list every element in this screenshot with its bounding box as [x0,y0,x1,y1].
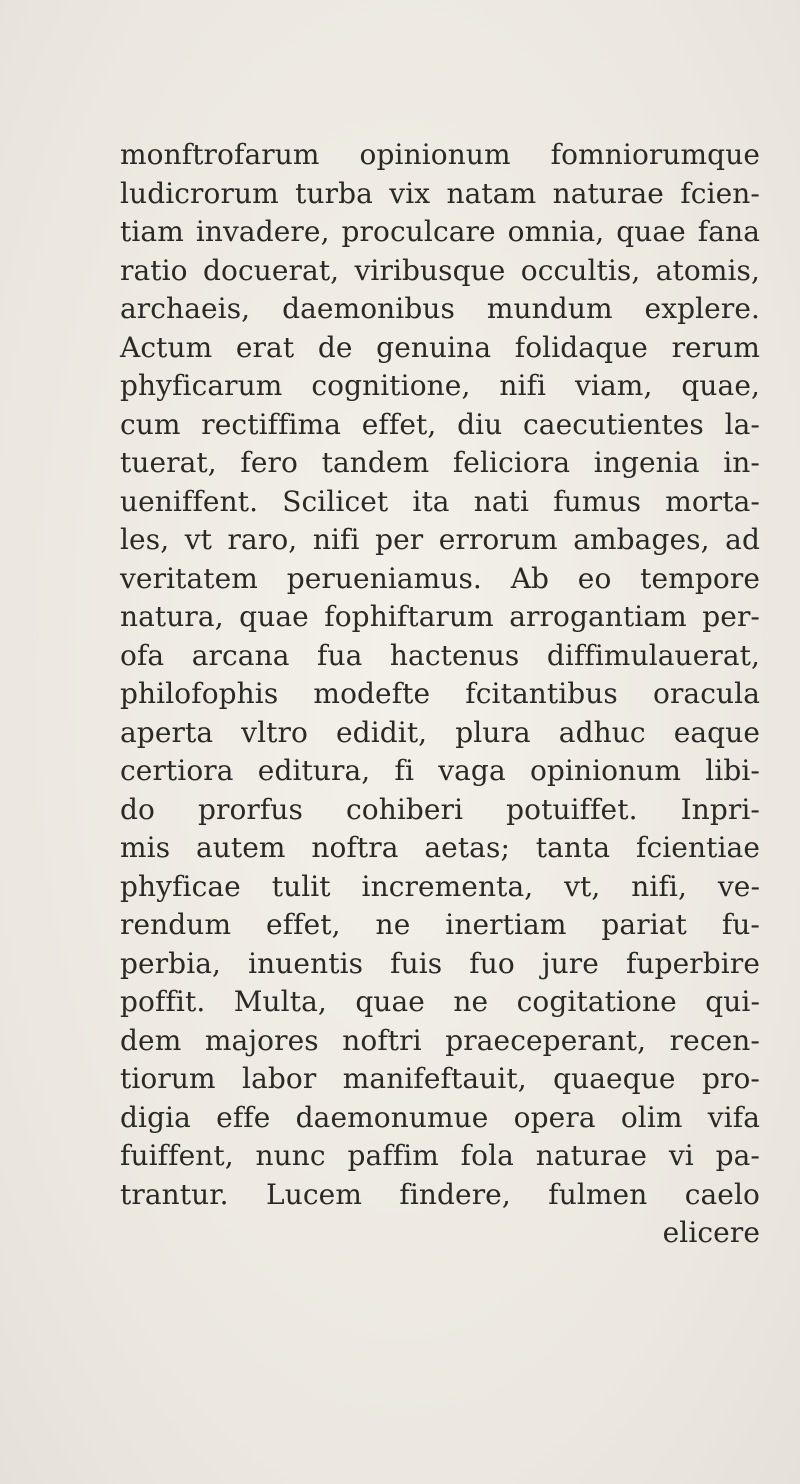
text-line: cum rectiffima effet, diu caecutientes la- [120,407,760,441]
text-line: ofa arcana fua hactenus diffimulauerat, [120,638,760,672]
text-line: certiora editura, fi vaga opinionum libi- [120,754,760,787]
text-line: ueniffent. Scilicet ita nati fumus morta- [120,484,760,518]
text-line: fuiffent, nunc paffim fola naturae vi pa- [120,1139,760,1172]
text-line: tuerat, fero tandem feliciora ingenia in- [120,446,760,479]
text-line: phyficae tulit incrementa, vt, nifi, ve- [120,869,760,903]
text-line: monftrofarum opinionum fomniorumque [120,138,760,171]
text-line: ratio docuerat, viribusque occultis, atomis, [120,253,760,287]
body-text [120,136,760,1253]
catchword: elicere [662,1216,760,1249]
text-line: philofophis modefte fcitantibus oracula [120,677,760,710]
text-line: tiam invadere, proculcare omnia, quae fana [120,215,760,248]
text-line: phyficarum cognitione, nifi viam, quae, [120,369,760,402]
text-line: veritatem perueniamus. Ab eo tempore [120,561,760,595]
text-line: trantur. Lucem findere, fulmen caelo [120,1177,760,1211]
text-line: digia effe daemonumue opera olim vifa [120,1100,760,1134]
text-line: do prorfus cohiberi potuiffet. Inpri- [120,792,760,826]
text-line: les, vt raro, nifi per errorum ambages, ad [120,523,760,556]
text-line: poffit. Multa, quae ne cogitatione qui- [120,985,760,1018]
text-line: natura, quae fophiftarum arrogantiam per- [120,600,760,633]
text-line: mis autem noftra aetas; tanta fcientiae [120,831,760,864]
text-line: archaeis, daemonibus mundum explere. [120,292,760,325]
text-line: ludicrorum turba vix natam naturae fcien- [120,176,760,210]
text-line: rendum effet, ne inertiam pariat fu- [120,908,760,941]
text-line: tiorum labor manifeftauit, quaeque pro- [120,1062,760,1095]
text-line: Actum erat de genuina folidaque rerum [120,330,760,364]
text-line: perbia, inuentis fuis fuo jure fuperbire [120,946,760,980]
text-line: aperta vltro edidit, plura adhuc eaque [120,715,760,749]
text-line: dem majores noftri praeceperant, recen- [120,1023,760,1057]
